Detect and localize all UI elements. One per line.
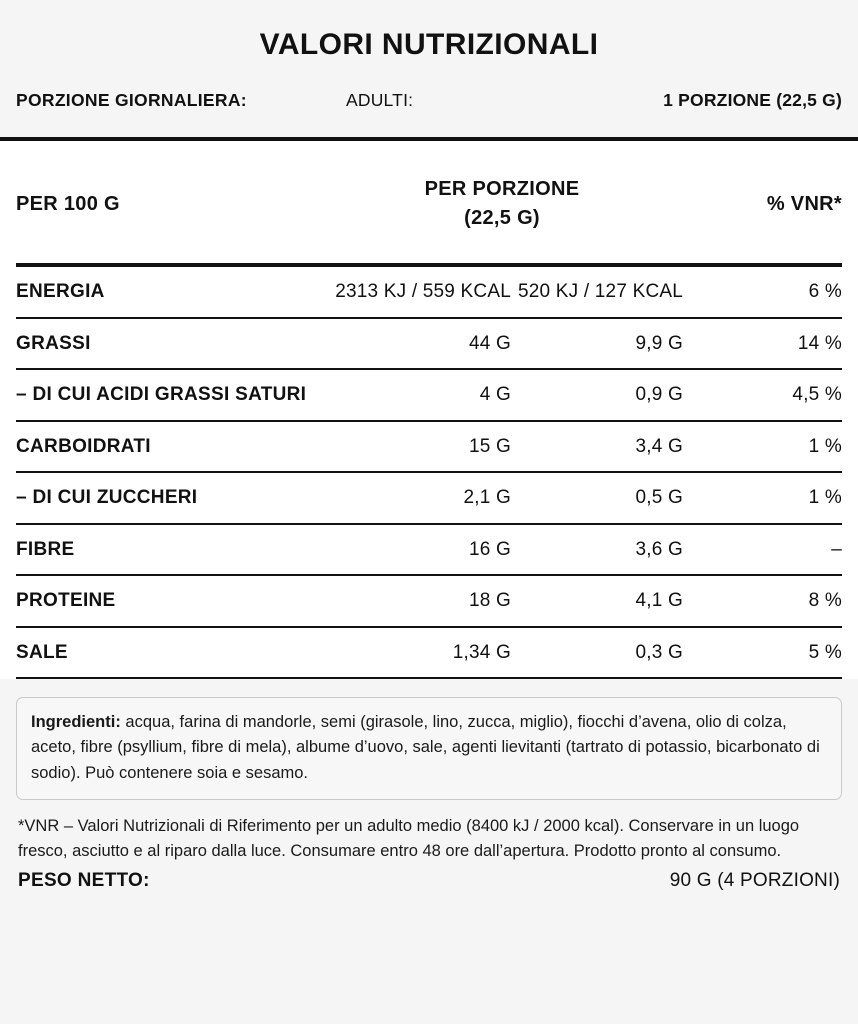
row-value-vnr: 5 % [683,627,842,679]
row-value-per-portion: 3,4 G [511,421,683,473]
row-nutrient-name: FIBRE [16,524,321,576]
row-value-vnr: – [683,524,842,576]
row-value-per-portion: 0,5 G [511,472,683,524]
daily-portion-value: 1 PORZIONE (22,5 G) [663,90,842,110]
table-header-row [16,141,842,265]
row-nutrient-name: PROTEINE [16,575,321,627]
row-value-per-100g: 15 G [321,421,511,473]
header-per-portion-line2: (22,5 G) [464,207,540,229]
header-per-portion-line1: PER PORZIONE [424,178,580,200]
footnote-text: *VNR – Valori Nutrizionali di Riferimento per un adulto medio (8400 kJ / 2000 kcal). Conservare in un luogo fresco, asciutto e al riparo dalla luce. Consumare entro 48 ore dall’apertura. Prodotto pronto al consumo. [18,816,800,860]
nutrition-table-wrap [0,141,858,679]
row-value-per-100g: 16 G [321,524,511,576]
net-weight-value: 90 G (4 PORZIONI) [669,869,840,891]
daily-portion-row [16,68,842,137]
net-weight-row [16,864,842,892]
page-title: VALORI NUTRIZIONALI [259,28,599,61]
table-row [16,369,842,421]
row-value-per-portion: 4,1 G [511,575,683,627]
net-weight-label: PESO NETTO: [18,869,150,891]
row-value-vnr: 4,5 % [683,369,842,421]
row-value-per-portion: 3,6 G [511,524,683,576]
ingredients-text: acqua, farina di mandorle, semi (girasole, lino, zucca, miglio), fiocchi d’avena, olio di colza, aceto, fibre (psyllium, fibre di mela), albume d’uovo, sale, agenti lievitanti (tartrato di potassio, bicarbonato di sodio). Può contenere soia e sesamo. [31,713,820,782]
row-value-per-portion: 9,9 G [511,318,683,370]
row-nutrient-name: ENERGIA [16,281,105,302]
row-value-per-100g: 2313 KJ / 559 KCAL [335,281,511,302]
table-row [16,421,842,473]
daily-portion-audience: ADULTI: [346,90,414,110]
table-row [16,472,842,524]
nutrition-table [16,141,842,679]
nutrition-table-head [16,141,842,265]
daily-portion-label: PORZIONE GIORNALIERA: [16,90,247,110]
table-row [16,627,842,679]
row-value-vnr: 14 % [683,318,842,370]
row-nutrient-name: SALE [16,627,321,679]
bottom-section [0,679,858,1024]
row-value-vnr: 1 % [683,421,842,473]
row-value-per-portion: 0,3 G [511,627,683,679]
row-value-vnr: 6 % [808,281,843,302]
header-vnr: % VNR* [766,192,843,215]
row-nutrient-name: – DI CUI ACIDI GRASSI SATURI [16,369,321,421]
masthead [0,0,858,137]
row-value-per-portion: 0,9 G [511,369,683,421]
row-value-per-portion: 520 KJ / 127 KCAL [518,281,684,302]
row-nutrient-name: CARBOIDRATI [16,421,321,473]
row-value-vnr: 8 % [683,575,842,627]
ingredients-box [16,697,842,799]
row-value-vnr: 1 % [683,472,842,524]
header-per-100g: PER 100 G [16,192,120,215]
table-row [16,524,842,576]
table-row [16,265,842,318]
row-value-per-100g: 2,1 G [321,472,511,524]
row-nutrient-name: GRASSI [16,318,321,370]
row-value-per-100g: 44 G [321,318,511,370]
nutrition-table-body [16,265,842,678]
row-value-per-100g: 1,34 G [321,627,511,679]
ingredients-label: Ingredienti: [31,713,121,732]
row-value-per-100g: 4 G [321,369,511,421]
table-row [16,575,842,627]
row-value-per-100g: 18 G [321,575,511,627]
row-nutrient-name: – DI CUI ZUCCHERI [16,472,321,524]
table-row [16,318,842,370]
header-per-portion [321,141,683,265]
